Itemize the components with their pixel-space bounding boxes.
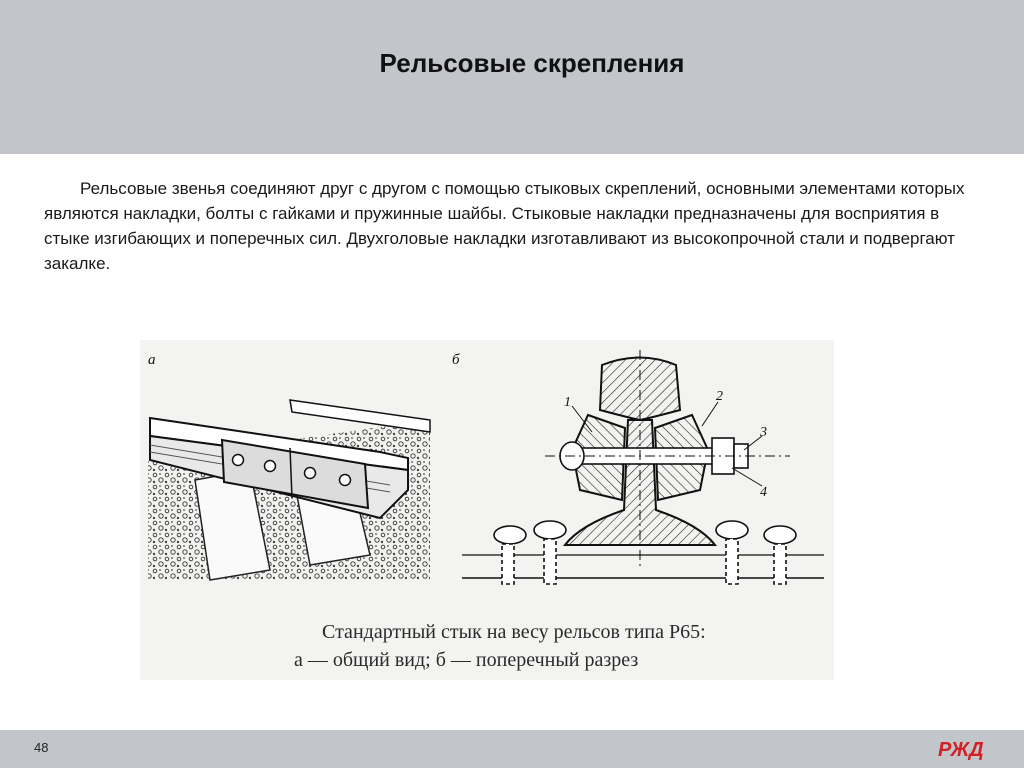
slide-title: Рельсовые скрепления (379, 48, 685, 78)
callout-1: 1 (564, 395, 571, 410)
footer-band (0, 730, 1024, 768)
header-band (0, 0, 1024, 154)
callout-3: 3 (760, 425, 767, 440)
callout-4: 4 (760, 485, 767, 500)
rzd-logo-icon (936, 737, 984, 761)
figure-illustration (140, 340, 834, 680)
rail-joint-figure (140, 340, 834, 680)
figure-caption-line-1: Стандартный стык на весу рельсов типа Р65: (322, 621, 706, 643)
page-number: 48 (34, 740, 49, 755)
label-a: а (148, 352, 156, 368)
callout-2: 2 (716, 389, 723, 404)
body-paragraph: Рельсовые звенья соединяют друг с другом с помощью стыковых скреплений, основными элементами которых являются накладки, болты с гайками и пружинные шайбы. Стыковые накладки предназначены для восприятия в стыке изгибающих и поперечных сил. Двухголовые накладки изготавливают из высокопрочной стали и подвергают закалке. (44, 179, 965, 273)
svg-text:РЖД: РЖД (938, 739, 984, 761)
figure-caption-line-2: а — общий вид; б — поперечный разрез (294, 649, 639, 671)
label-b: б (452, 352, 460, 368)
